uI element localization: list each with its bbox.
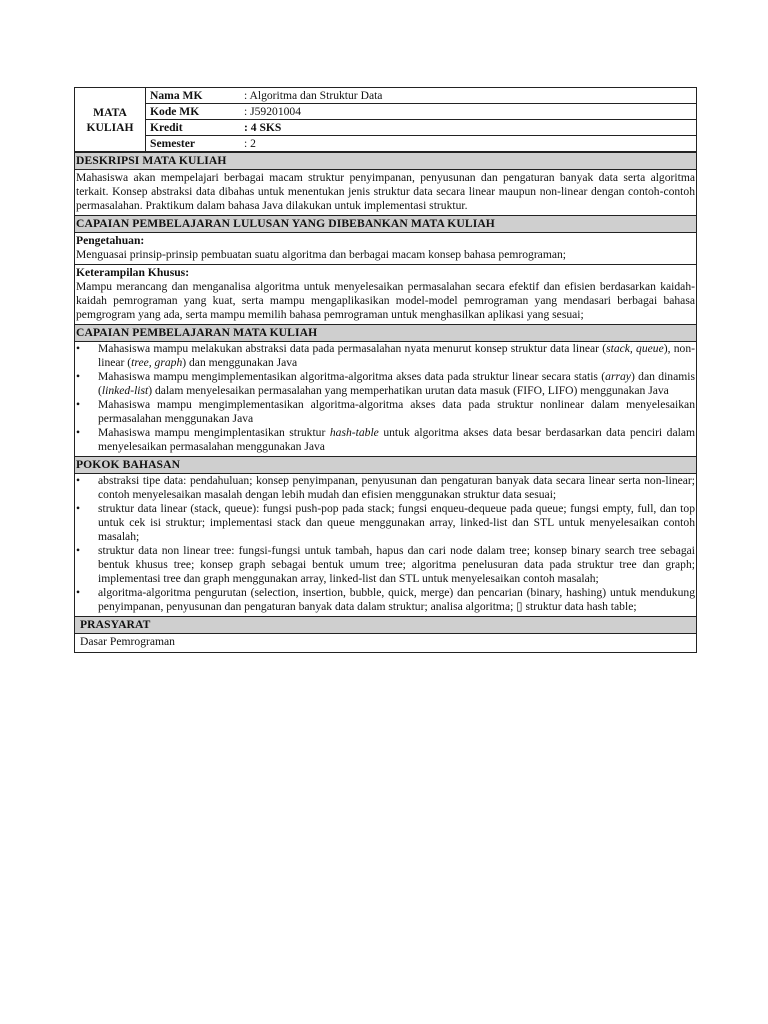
bullet: • xyxy=(76,398,81,411)
cpmk-heading: CAPAIAN PEMBELAJARAN MATA KULIAH xyxy=(75,324,696,341)
deskripsi-heading: DESKRIPSI MATA KULIAH xyxy=(75,152,696,169)
cpmk-text: untuk algoritma akses data besar berdasarkan data penciri dalam menyelesaikan permasalahan menggunakan Java xyxy=(98,426,695,453)
list-item xyxy=(76,474,695,502)
pokok-list xyxy=(76,474,695,614)
cpmk-list-section xyxy=(75,341,696,456)
cpmk-text: ) dalam menyelesaikan permasalahan yang memperhatikan urutan data masuk (FIFO, LIFO) menggunakan Java xyxy=(148,384,669,397)
bullet: • xyxy=(76,370,81,383)
row-value-nama: : Algoritma dan Struktur Data xyxy=(240,88,696,104)
pokok-list-section xyxy=(75,473,696,616)
list-item xyxy=(76,370,695,398)
row-label-kredit: Kredit xyxy=(146,120,241,136)
cpmk-italic: hash-table xyxy=(329,426,379,439)
cpmk-list xyxy=(76,342,695,454)
cpl-keterampilan xyxy=(75,264,696,324)
pengetahuan-text: Menguasai prinsip-prinsip pembuatan suatu algoritma dan berbagai macam konsep bahasa pemrograman; xyxy=(76,248,567,261)
list-item xyxy=(76,398,695,426)
group-label-line1: MATA xyxy=(93,105,127,119)
list-item xyxy=(76,426,695,454)
cpmk-italic: linked-list xyxy=(101,384,149,397)
bullet: • xyxy=(76,502,81,515)
row-value-kredit: : 4 SKS xyxy=(240,120,696,136)
cpmk-text: ) dan menggunakan Java xyxy=(182,356,298,369)
keterampilan-text: Mampu merancang dan menganalisa algoritma untuk menyelesaikan permasalahan secara efektif dan efisien berdasarkan kaidah-kaidah pemrograman yang kuat, serta mampu mengaplikasikan model-model pemrograman yang mendasari berbagai bahasa pemgrogram yang ada, serta mampu memilih bahasa pemrograman untuk menghasilkan aplikasi yang sesuai; xyxy=(76,280,695,321)
cpmk-text: Mahasiswa mampu mengimplentasikan struktur xyxy=(98,426,330,439)
list-item xyxy=(76,544,695,586)
row-label-nama: Nama MK xyxy=(146,88,241,104)
cpmk-text: ) dan dinamis ( xyxy=(98,370,696,397)
course-document xyxy=(74,87,697,653)
group-label-line2: KULIAH xyxy=(86,120,134,134)
list-item xyxy=(76,342,695,370)
bullet: • xyxy=(76,544,81,557)
bullet: • xyxy=(76,342,81,355)
row-value-semester: : 2 xyxy=(240,136,696,152)
pengetahuan-label: Pengetahuan: xyxy=(76,234,145,247)
keterampilan-label: Keterampilan Khusus: xyxy=(76,266,190,279)
course-group-label xyxy=(75,88,146,152)
pokok-text: algoritma-algoritma pengurutan (selection, insertion, bubble, quick, merge) dan pencarian (binary, hashing) untuk mendukung penyimpanan, penyusunan dan pengaturan banyak data dalam struktur; analisa algoritma; ▯ struktur data hash table; xyxy=(98,586,695,613)
cpmk-text: Mahasiswa mampu melakukan abstraksi data pada permasalahan nyata menurut konsep struktur data linear ( xyxy=(98,342,607,355)
cpl-pengetahuan xyxy=(75,232,696,264)
course-info-table xyxy=(75,88,696,152)
cpmk-italic: stack, queue xyxy=(606,342,664,355)
cpmk-text: Mahasiswa mampu mengimplementasikan algoritma-algoritma akses data pada struktur linear secara statis ( xyxy=(98,370,606,383)
cpmk-text: ), non-linear ( xyxy=(98,342,695,369)
row-value-kode: : J59201004 xyxy=(240,104,696,120)
prasyarat-text: Dasar Pemrograman xyxy=(75,633,696,652)
row-label-semester: Semester xyxy=(146,136,241,152)
bullet: • xyxy=(76,586,81,599)
bullet: • xyxy=(76,426,81,439)
list-item xyxy=(76,586,695,614)
cpmk-italic: tree, graph xyxy=(131,356,183,369)
pokok-heading: POKOK BAHASAN xyxy=(75,456,696,473)
row-label-kode: Kode MK xyxy=(146,104,241,120)
cpmk-italic: array xyxy=(605,370,631,383)
deskripsi-text: Mahasiswa akan mempelajari berbagai macam struktur penyimpanan, penyusunan dan pengaturan banyak data serta algoritma terkait. Konsep abstraksi data dibahas untuk menentukan jenis struktur data secara linear maupun non-linear dengan contoh-contoh permasalahan. Praktikum dalam bahasa Java dilakukan untuk implementasi struktur. xyxy=(75,169,696,215)
prasyarat-heading: PRASYARAT xyxy=(75,616,696,633)
pokok-text: struktur data linear (stack, queue): fungsi push-pop pada stack; fungsi enqueu-dequeue pada queue; fungsi empty, full, dan top untuk cek isi struktur; implementasi stack dan queue menggunakan array, linked-list dan STL untuk menyelesaikan contoh masalah; xyxy=(98,502,695,543)
bullet: • xyxy=(76,474,81,487)
cpl-heading: CAPAIAN PEMBELAJARAN LULUSAN YANG DIBEBANKAN MATA KULIAH xyxy=(75,215,696,232)
pokok-text: abstraksi tipe data: pendahuluan; konsep penyimpanan, penyusunan dan pengaturan banyak data secara linear serta non-linear; contoh menyelesaikan masalah dengan lebih mudah dan efisien menggunakan struktur data sesuai; xyxy=(98,474,695,501)
list-item xyxy=(76,502,695,544)
pokok-text: struktur data non linear tree: fungsi-fungsi untuk tambah, hapus dan cari node dalam tree; konsep binary search tree sebagai bentuk khusus tree; konsep graph sebagai bentuk umum tree; algoritma penelusuran data pada struktur tree dan graph; implementasi tree dan graph menggunakan array, linked-list dan STL untuk menyelesaikan contoh masalah; xyxy=(98,544,695,585)
cpmk-text: Mahasiswa mampu mengimplementasikan algoritma-algoritma akses data pada struktur nonlinear dalam menyelesaikan permasalahan menggunakan Java xyxy=(98,398,695,425)
